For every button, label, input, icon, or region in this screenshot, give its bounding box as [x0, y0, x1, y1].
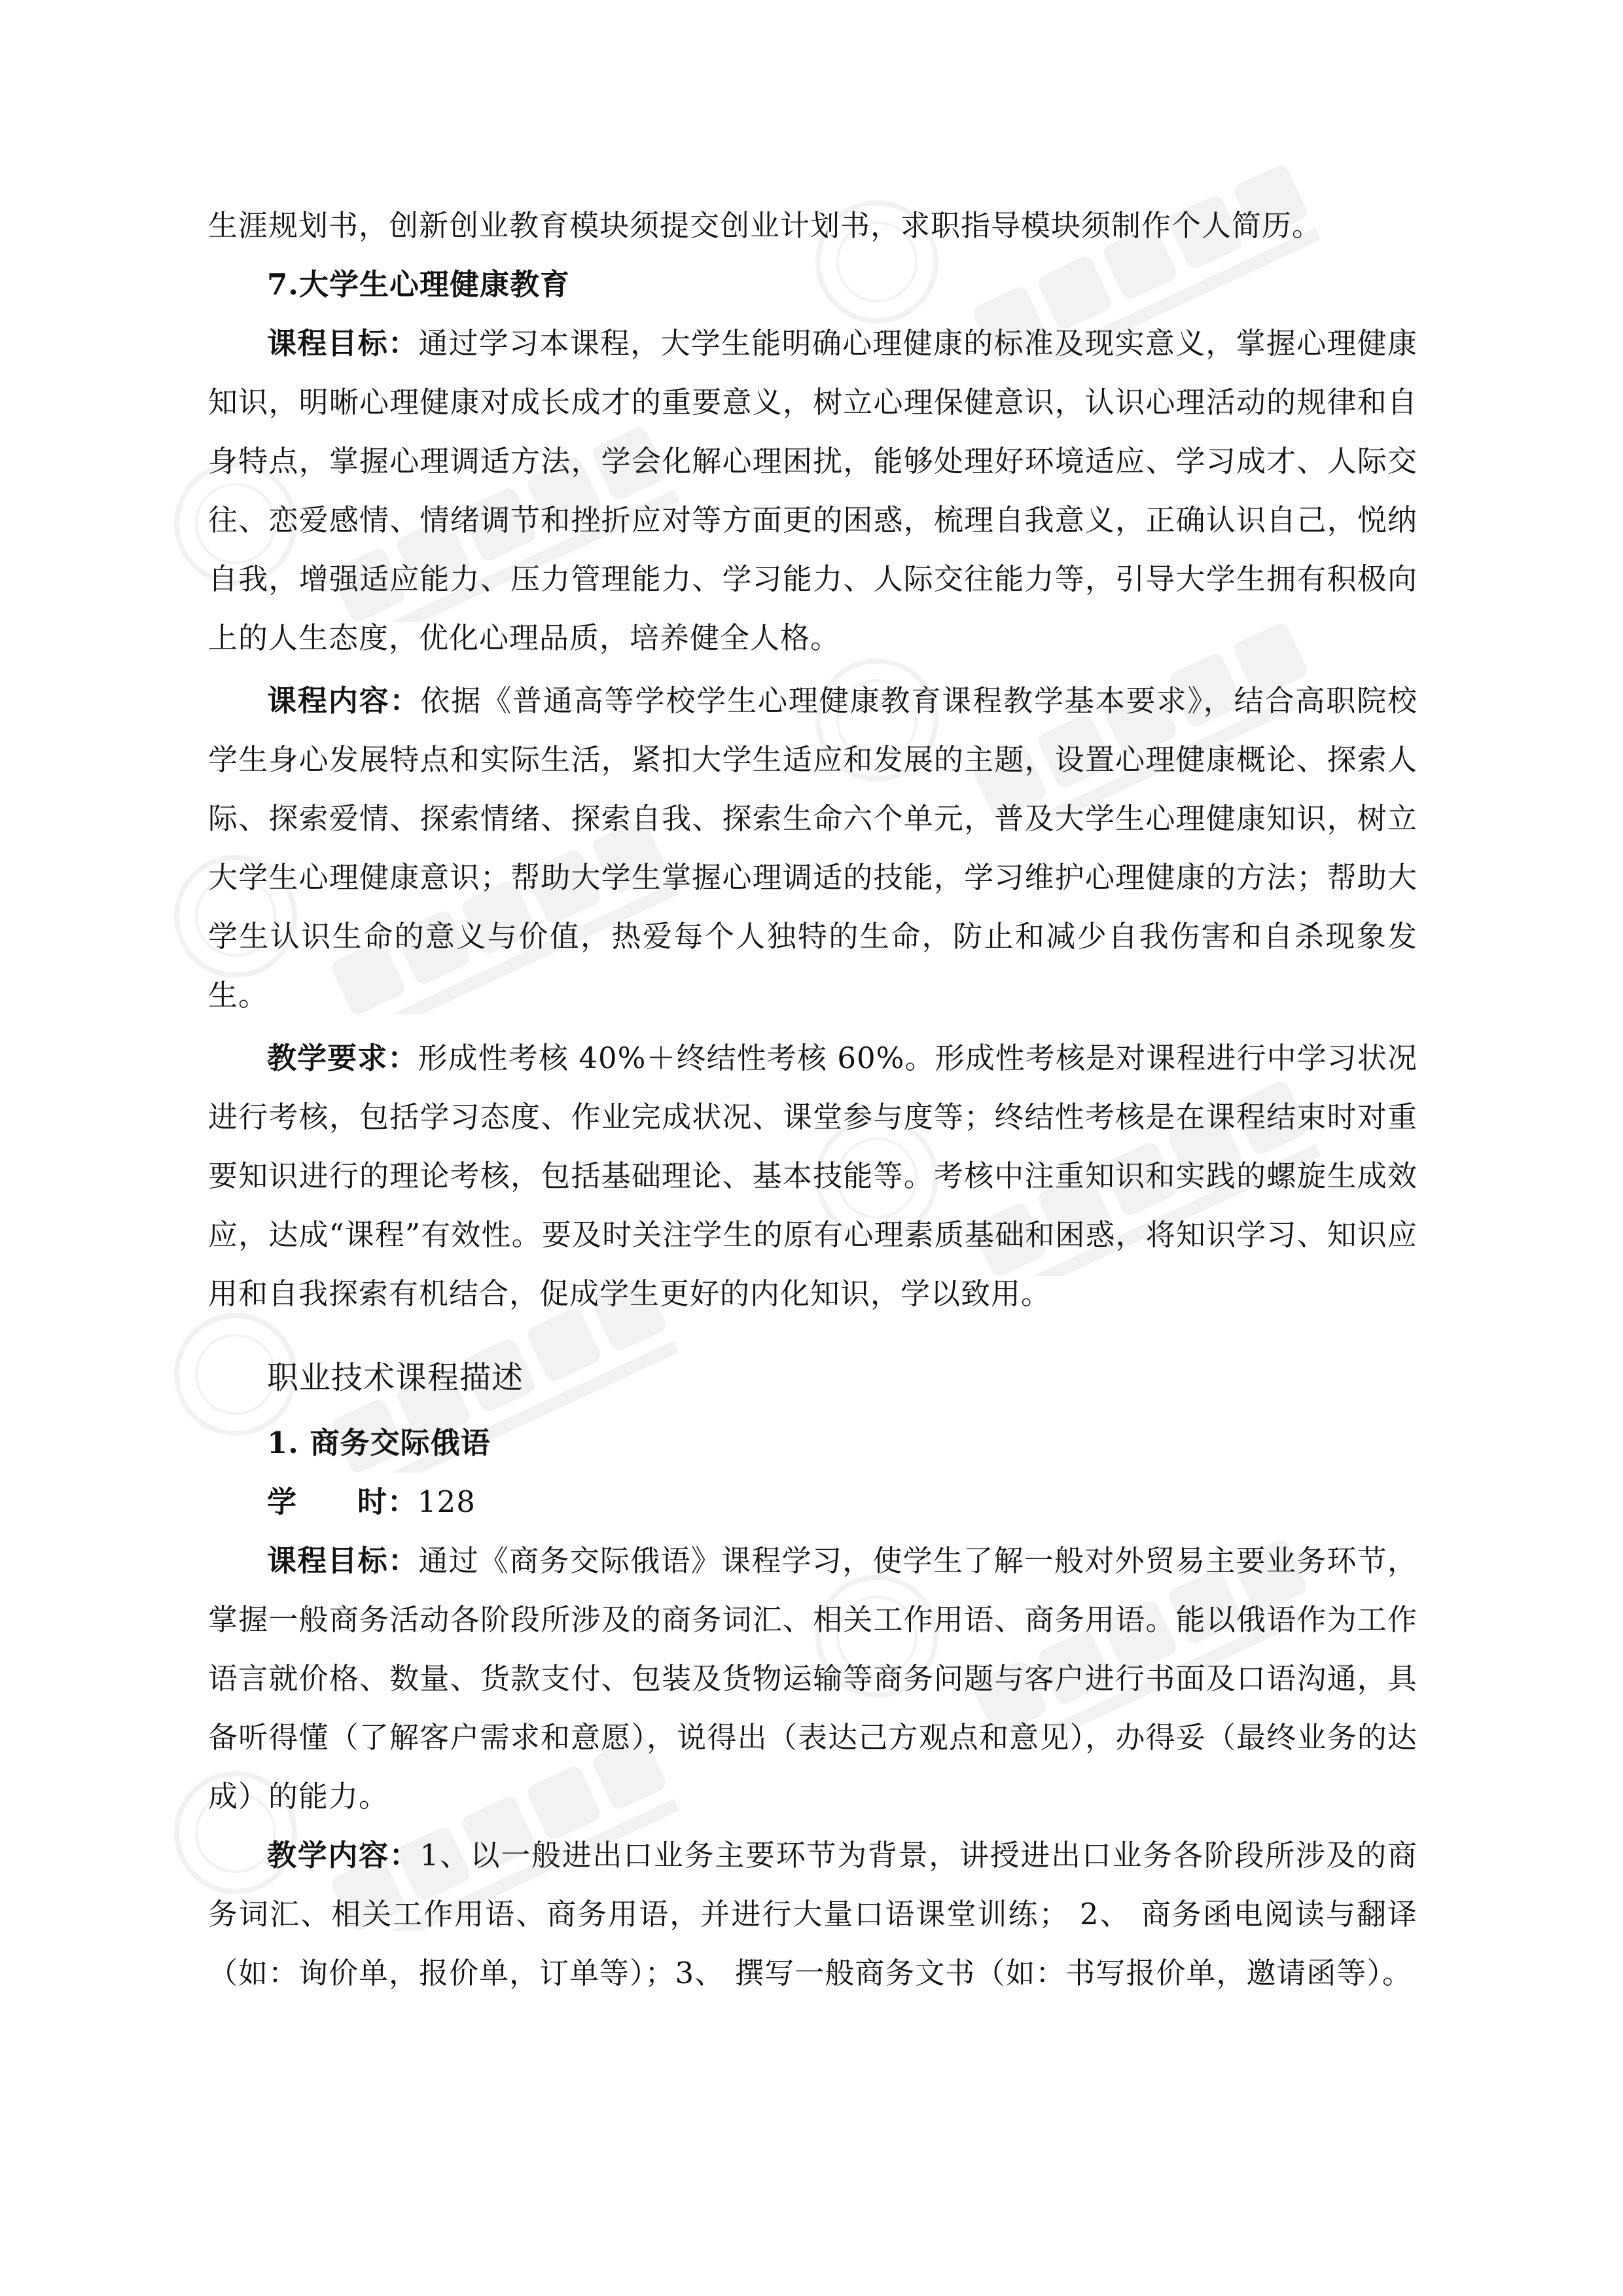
course1-content-paragraph — [208, 1826, 1418, 2003]
course7-content-text: 依据《普通高等学校学生心理健康教育课程教学基本要求》，结合高职院校学生身心发展特点和实际生活，紧扣大学生适应和发展的主题，设置心理健康概论、探索人际、探索爱情、探索情绪、探索自我、探索生命六个单元，普及大学生心理健康知识，树立大学生心理健康意识；帮助大学生掌握心理调适的技能，学习维护心理健康的方法；帮助大学生认识生命的意义与价值，热爱每个人独特的生命，防止和减少自我伤害和自杀现象发生。 — [208, 683, 1418, 1013]
course1-goal-label: 课程目标： — [267, 1543, 419, 1578]
course7-goal-label: 课程目标： — [267, 326, 419, 361]
course7-goal-paragraph — [208, 314, 1418, 668]
intro-paragraph: 生涯规划书，创新创业教育模块须提交创业计划书，求职指导模块须制作个人简历。 — [208, 208, 1323, 243]
document-body — [208, 196, 1418, 2003]
course7-requirements-text: 形成性考核 40%＋终结性考核 60%。形成性考核是对课程进行中学习状况进行考核，包括学习态度、作业完成状况、课堂参与度等；终结性考核是在课程结束时对重要知识进行的理论考核，包括基础理论、基本技能等。考核中注重知识和实践的螺旋生成效应，达成“课程”有效性。要及时关注学生的原有心理素质基础和困惑，将知识学习、知识应用和自我探索有机结合，促成学生更好的内化知识，学以致用。 — [208, 1041, 1418, 1311]
course1-goal-paragraph — [208, 1532, 1418, 1826]
course1-content-label: 教学内容： — [267, 1838, 420, 1873]
course7-content-paragraph — [208, 672, 1418, 1025]
course1-hours-paragraph — [208, 1473, 1418, 1532]
course1-goal-text: 通过《商务交际俄语》课程学习，使学生了解一般对外贸易主要业务环节，掌握一般商务活动各阶段所涉及的商务词汇、相关工作用语、商务用语。能以俄语作为工作语言就价格、数量、货款支付、包装及货物运输等商务问题与客户进行书面及口语沟通，具备听得懂（了解客户需求和意愿），说得出（表达己方观点和意见），办得妥（最终业务的达成）的能力。 — [208, 1543, 1418, 1814]
course7-requirements-label: 教学要求： — [267, 1041, 418, 1075]
course1-hours-value: 128 — [418, 1484, 476, 1519]
course1-heading: 1. 商务交际俄语 — [267, 1426, 491, 1460]
course1-hours-label: 学 时： — [267, 1484, 418, 1519]
section-title: 职业技术课程描述 — [267, 1359, 524, 1396]
course7-requirements-paragraph — [208, 1029, 1418, 1323]
course7-goal-text: 通过学习本课程，大学生能明确心理健康的标准及现实意义，掌握心理健康知识，明晰心理健康对成长成才的重要意义，树立心理保健意识，认识心理活动的规律和自身特点，掌握心理调适方法，学会化解心理困扰，能够处理好环境适应、学习成才、人际交往、恋爱感情、情绪调节和挫折应对等方面更的困惑，梳理自我意义，正确认识自己，悦纳自我，增强适应能力、压力管理能力、学习能力、人际交往能力等，引导大学生拥有积极向上的人生态度，优化心理品质，培养健全人格。 — [208, 326, 1418, 655]
course1-content-text: 1、以一般进出口业务主要环节为背景，讲授进出口业务各阶段所涉及的商务词汇、相关工作用语、商务用语，并进行大量口语课堂训练； 2、 商务函电阅读与翻译（如：询价单，报价单，订单等）；3、 撰写一般商务文书（如：书写报价单，邀请函等）。 — [208, 1838, 1418, 1990]
course7-content-label: 课程内容： — [267, 683, 421, 718]
course7-heading: 7.大学生心理健康教育 — [267, 267, 570, 302]
